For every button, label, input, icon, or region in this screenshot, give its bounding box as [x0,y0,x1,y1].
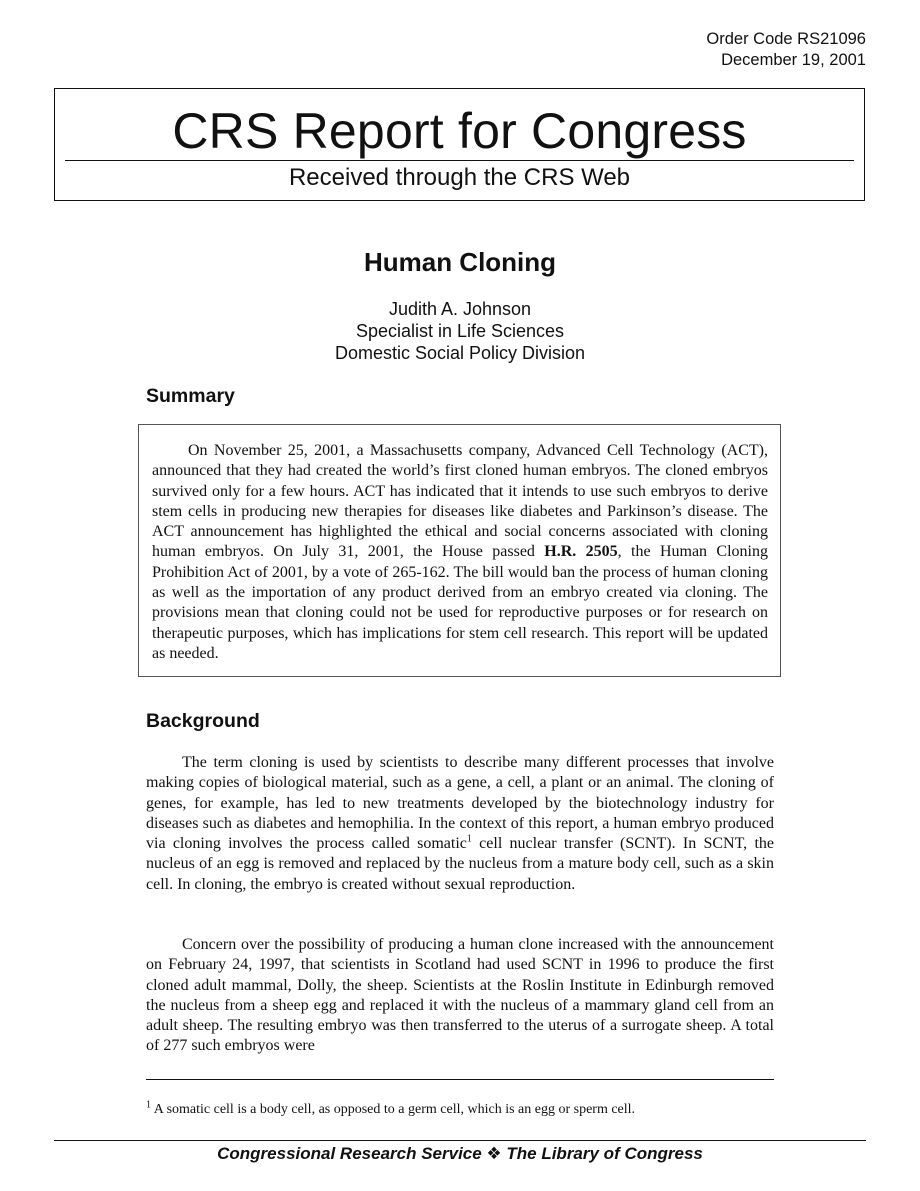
background-p2: Concern over the possibility of producing a human clone increased with the announcement on February 24, 1997, that scientists in Scotland had used SCNT in 1996 to produce the first cloned adult mammal, Dolly, the sheep. Scientists at the Roslin Institute in Edinburgh removed the nucleus from a sheep egg and replaced it with the nucleus of a mammary gland cell from an adult sheep. The resulting embryo was then transferred to the uterus of a surrogate sheep. A total of 277 such embryos were [146,936,774,1055]
author-position: Specialist in Life Sciences [355,321,565,341]
masthead-title: CRS Report for Congress [172,103,747,159]
author-name: Judith A. Johnson [388,299,532,319]
background-paragraph-2 [146,935,774,1057]
footnote-marker: 1 [146,1099,151,1111]
author-block [0,298,920,364]
footnote-text: A somatic cell is a body cell, as opposed to a germ cell, which is an egg or sperm cell. [151,1102,636,1117]
background-paragraph-1 [146,753,774,895]
background-p1-before: The term cloning is used by scientists to describe many different processes that involve making copies of biological material, such as a gene, a cell, a plant or an animal. The cloning of genes, for example, has led to new treatments developed by the biotechnology industry for diseases such as diabetes and hemophilia. In the context of this report, a human embryo produced via cloning involves the process called somatic [146,754,774,853]
summary-box [138,424,781,677]
summary-paragraph [152,441,768,664]
author-division: Domestic Social Policy Division [334,343,586,363]
background-p1-after: cell nuclear transfer (SCNT). In SCNT, the nucleus of an egg is removed and replaced by the nucleus from a mature body cell, such as a skin cell. In cloning, the embryo is created without sexual reproduction. [146,835,775,893]
masthead-subtitle: Received through the CRS Web [288,164,631,191]
footer-rule [54,1140,866,1141]
report-title: Human Cloning [363,247,557,277]
summary-text-after: , the Human Cloning Prohibition Act of 2001, by a vote of 265-162. The bill would ban the process of human cloning as well as the importation of any product derived from an embryo created via cloning. The provisions mean that cloning could not be used for reproductive purposes or for research on therapeutic purposes, which has implications for stem cell research. This report will be updated as needed. [152,543,768,662]
footnote [146,1101,786,1119]
order-info [706,29,866,71]
order-code: Order Code RS21096 [706,30,866,48]
footnote-rule [146,1079,774,1080]
report-date: December 19, 2001 [721,51,866,69]
summary-text-before: On November 25, 2001, a Massachusetts company, Advanced Cell Technology (ACT), announced that they had created the world’s first cloned human embryos. The cloned embryos survived only for a few hours. ACT has indicated that it intends to use such embryos to derive stem cells in producing new therapies for diseases like diabetes and Parkinson’s disease. The ACT announcement has highlighted the ethical and social concerns associated with cloning human embryos. On July 31, 2001, the House passed [152,442,768,561]
footnote-ref[interactable]: 1 [466,833,472,845]
masthead-rule [65,160,854,161]
summary-heading: Summary [146,385,235,407]
background-heading: Background [146,710,260,732]
masthead [54,88,865,201]
footer: Congressional Research Service ❖ The Library of Congress [217,1144,703,1163]
bill-number: H.R. 2505 [544,543,618,561]
